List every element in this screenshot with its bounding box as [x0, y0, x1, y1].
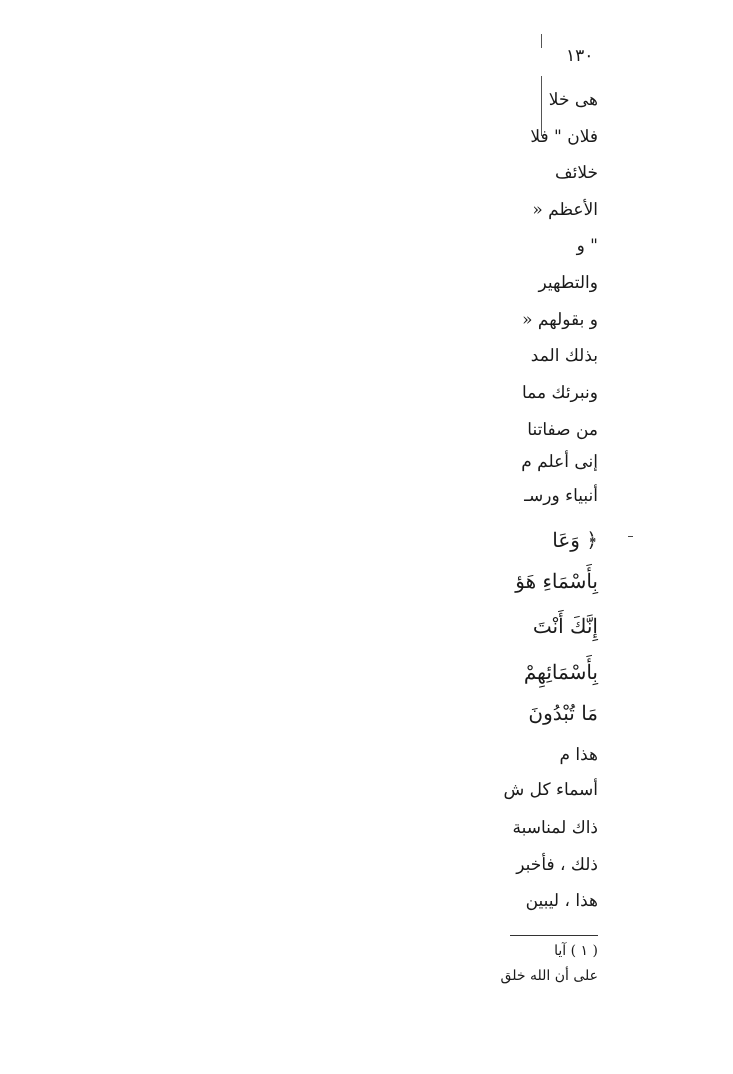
text-line: فلان " فلا	[530, 127, 598, 147]
text-line: أنبياء ورسـ	[524, 486, 598, 506]
text-line: خلائف	[555, 163, 598, 183]
quran-verse-line: بِأَسْمَائِهِمْ	[523, 660, 598, 684]
quran-verse-line: ﴿ وَعَا	[552, 528, 598, 552]
quran-verse-line: إِنَّكَ أَنْتَ	[532, 614, 598, 638]
text-line: هذا م	[559, 745, 598, 765]
text-line: من صفاتنا	[527, 420, 598, 440]
page-number: ١٣٠	[566, 46, 594, 66]
text-column	[500, 0, 600, 1074]
footnote-line: ( ١ ) آيا	[554, 943, 598, 959]
text-line: الأعظم «	[532, 200, 598, 220]
text-line: بذلك المد	[530, 346, 598, 366]
text-line: ذاك لمناسبة	[512, 818, 598, 838]
text-line: ونبرئك مما	[521, 383, 598, 403]
footnote-line: على أن الله خلق	[500, 968, 598, 984]
text-line: إنى أعلم م	[521, 452, 598, 472]
quran-verse-line: بِأَسْمَاءِ هَؤ	[515, 569, 598, 593]
text-line: " و	[576, 236, 598, 256]
quran-verse-line: مَا تُبْدُونَ	[528, 701, 598, 725]
footnote-divider	[510, 935, 598, 936]
text-line: هذا ، ليبين	[525, 891, 598, 911]
text-line: أسماء كل ش	[503, 780, 598, 800]
text-line: والتطهير	[538, 273, 598, 293]
text-line: ذلك ، فأخبر	[516, 855, 598, 875]
text-line: و بقولهم «	[522, 310, 598, 330]
stray-mark	[628, 536, 633, 537]
text-line: هى خلا	[548, 90, 598, 110]
